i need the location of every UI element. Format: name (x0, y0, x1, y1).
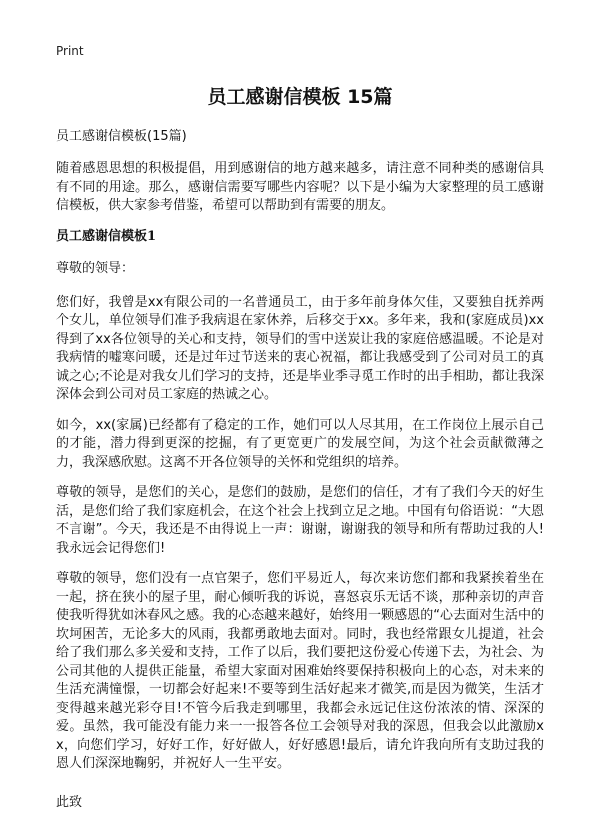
letter-paragraph-2: 如今，xx(家属)已经都有了稳定的工作，她们可以人尽其用，在工作岗位上展示自己的才能，潜力得到更深的挖掘，有了更宽更广的发展空间，为这个社会贡献微薄之力，我深感欣慰。这离不开各位领导的关怀和党组织的培养。 (56, 417, 544, 470)
letter-paragraph-1: 您们好，我曾是xx有限公司的一名普通员工，由于多年前身体欠佳，又要独自抚养两个女儿，单位领导们准予我病退在家休养，后移交于xx。多年来，我和(家庭成员)xx得到了xx各位领导的关心和支持，领导们的雪中送炭让我的家庭倍感温暖。不论是对我病情的嘘寒问暖，还是过年过节送来的衷心祝福，都让我感受到了公司对员工的真诚之心;不论是对我女儿们学习的支持，还是毕业季寻觅工作时的出手相助，都让我深深体会到公司对员工家庭的热诚之心。 (56, 294, 544, 402)
letter-salutation: 尊敬的领导： (56, 260, 135, 276)
section-heading: 员工感谢信模板1 (56, 228, 157, 244)
page-title: 员工感谢信模板 15篇 (207, 86, 393, 108)
intro-paragraph: 随着感恩思想的积极提倡，用到感谢信的地方越来越多，请注意不同种类的感谢信具有不同的用途。那么，感谢信需要写哪些内容呢？以下是小编为大家整理的员工感谢信模板，供大家参考借鉴，希望可以帮助到有需要的朋友。 (56, 161, 544, 213)
letter-closing: 此致 (56, 794, 83, 810)
print-link[interactable]: Print (56, 44, 84, 58)
document-subtitle: 员工感谢信模板(15篇) (56, 129, 187, 144)
letter-paragraph-4: 尊敬的领导，您们没有一点官架子，您们平易近人，每次来访您们都和我紧挨着坐在一起，挤在狭小的屋子里，耐心倾听我的诉说，喜怒哀乐无话不谈，那种亲切的声音使我听得犹如沐春风之感。我的心态越来越好，始终用一颗感恩的“心去面对生活中的坎坷困苦，无论多大的风雨，我都勇敢地去面对。同时，我也经常跟女儿提道，社会给了我们那么多关爱和支持，工作了以后，我们要把这份爱心传递下去，为社会、为公司其他的人提供正能量，希望大家面对困难始终要保持积极向上的心态，对未来的生活充满憧憬，一切都会好起来!不要等到生活好起来才微笑,而是因为微笑，生活才变得越来越光彩夺目!不管今后我走到哪里，我都会永远记住这份浓浓的情、深深的爱。虽然，我可能没有能力来一一报答各位工会领导对我的深恩，但我会以此激励xx，向您们学习，好好工作，好好做人，好好感恩!最后，请允许我向所有支助过我的恩人们深深地鞠躬，并祝好人一生平安。 (56, 571, 544, 771)
letter-paragraph-3: 尊敬的领导，是您们的关心，是您们的鼓励，是您们的信任，才有了我们今天的好生活，是您们给了我们家庭机会，在这个社会上找到立足之地。中国有句俗语说：“大恩不言谢”。今天，我还是不由得说上一声：谢谢，谢谢我的领导和所有帮助过我的人!我永远会记得您们! (56, 485, 544, 556)
